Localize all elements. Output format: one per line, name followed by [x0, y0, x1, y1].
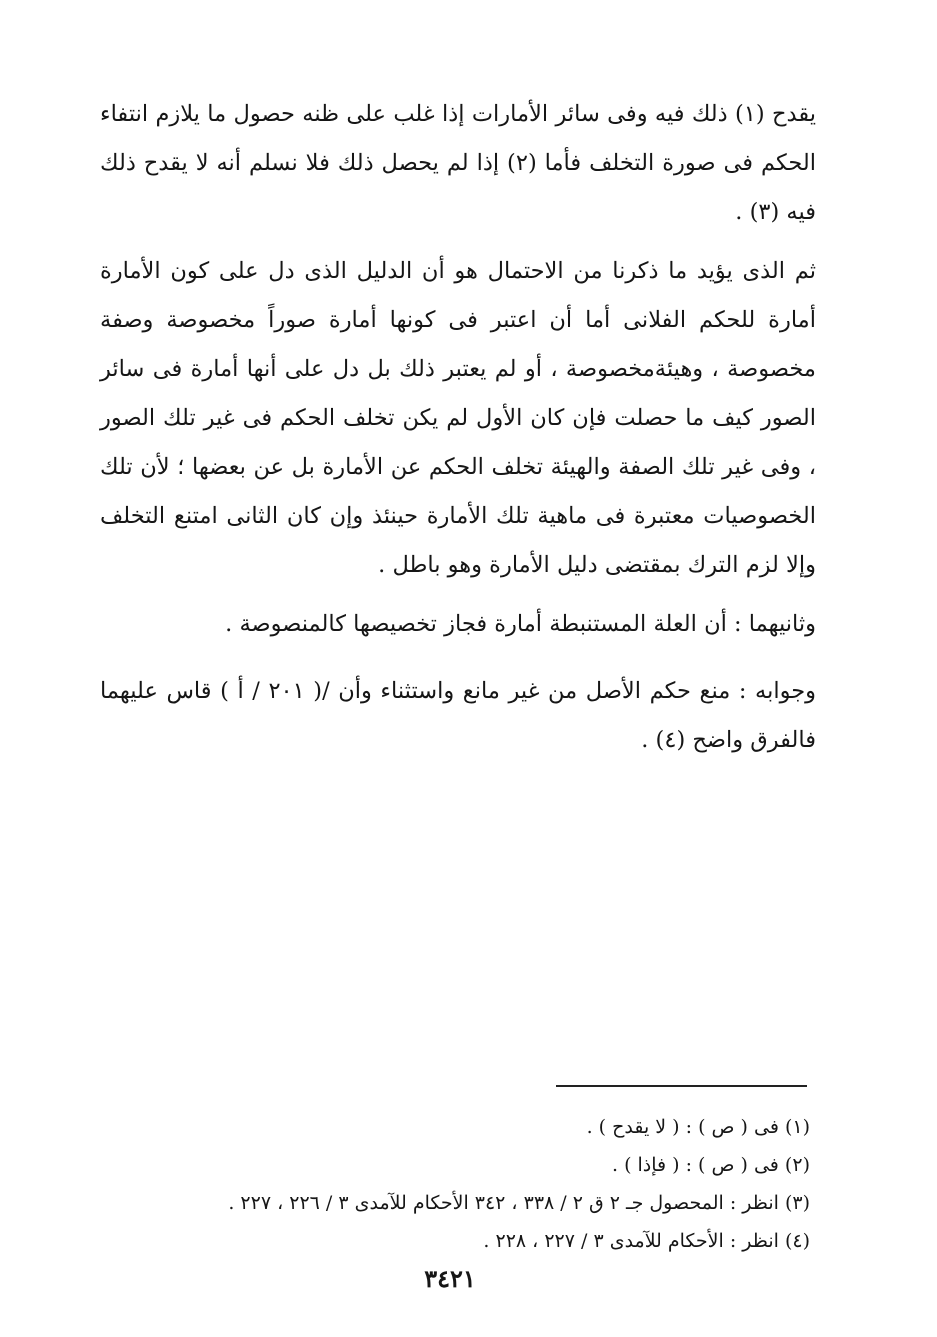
footnotes — [100, 1108, 810, 1260]
paragraph-4: وجوابه : منع حكم الأصل من غير مانع واستثناء وأن /( ٢٠١ / أ ) قاس عليهما فالفرق واضح (٤) . — [100, 678, 816, 753]
footnote-4: (٤) انظر : الأحكام للآمدى ٣ / ٢٢٧ ، ٢٢٨ . — [483, 1230, 810, 1252]
footnote-divider — [556, 1085, 807, 1087]
paragraph-3: وثانيهما : أن العلة المستنبطة أمارة فجاز تخصيصها كالمنصوصة . — [225, 611, 816, 637]
paragraph-2: ثم الذى يؤيد ما ذكرنا من الاحتمال هو أن الدليل الذى دل على كون الأمارة أمارة للحكم الفلانى أما أن اعتبر فى كونها أمارة صوراً مخصوصة وصفة مخصوصة ، وهيئةمخصوصة ، أو لم يعتبر ذلك بل دل على أنها أمارة فى سائر الصور كيف ما حصلت فإن كان الأول لم يكن تخلف الحكم فى غير تلك الصور ، وفى غير تلك الصفة والهيئة تخلف الحكم عن الأمارة بل عن بعضها ؛ لأن تلك الخصوصيات معتبرة فى ماهية تلك الأمارة حينئذ وإن كان الثانى امتنع التخلف وإلا لزم الترك بمقتضى دليل الأمارة وهو باطل . — [100, 258, 816, 578]
footnote-2: (٢) فى ( ص ) : ( فإذا ) . — [611, 1154, 810, 1176]
footnote-1: (١) فى ( ص ) : ( لا يقدح ) . — [586, 1116, 810, 1138]
footnote-3: (٣) انظر : المحصول جـ ٢ ق ٢ / ٣٣٨ ، ٣٤٢ الأحكام للآمدى ٣ / ٢٢٦ ، ٢٢٧ . — [228, 1192, 810, 1214]
body-text — [100, 90, 816, 765]
paragraph-1: يقدح (١) ذلك فيه وفى سائر الأمارات إذا غلب على ظنه حصول ما يلازم انتفاء الحكم فى صورة التخلف فأما (٢) إذا لم يحصل ذلك فلا نسلم أنه لا يقدح ذلك فيه (٣) . — [100, 101, 816, 225]
page-number: ٣٤٢١ — [424, 1264, 476, 1293]
